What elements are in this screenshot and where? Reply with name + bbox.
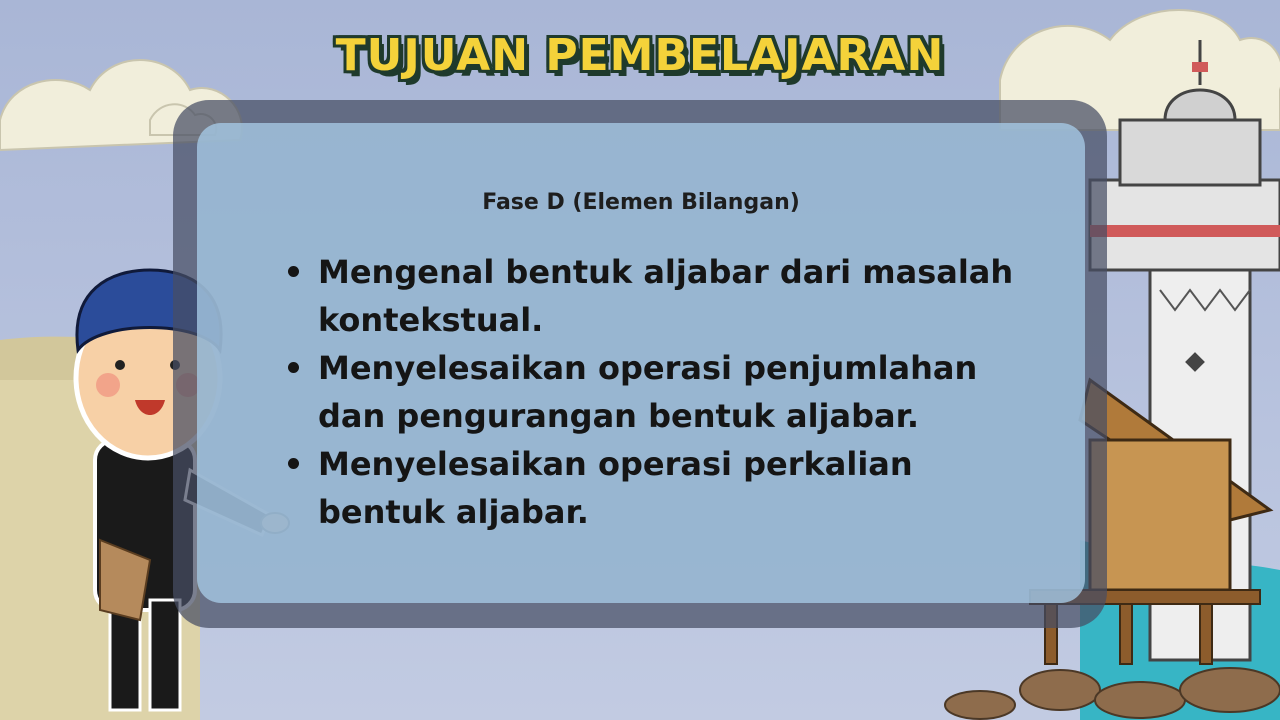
goal-item-1: Mengenal bentuk aljabar dari masalah kontekstual. (282, 248, 1042, 344)
phase-subtitle: Fase D (Elemen Bilangan) (482, 190, 800, 215)
learning-goals-list (282, 248, 1042, 536)
goal-item-2: Menyelesaikan operasi penjumlahan dan pengurangan bentuk aljabar. (282, 344, 1042, 440)
goal-item-3: Menyelesaikan operasi perkalian bentuk aljabar. (282, 440, 1042, 536)
slide-title: TUJUAN PEMBELAJARAN (335, 30, 945, 81)
